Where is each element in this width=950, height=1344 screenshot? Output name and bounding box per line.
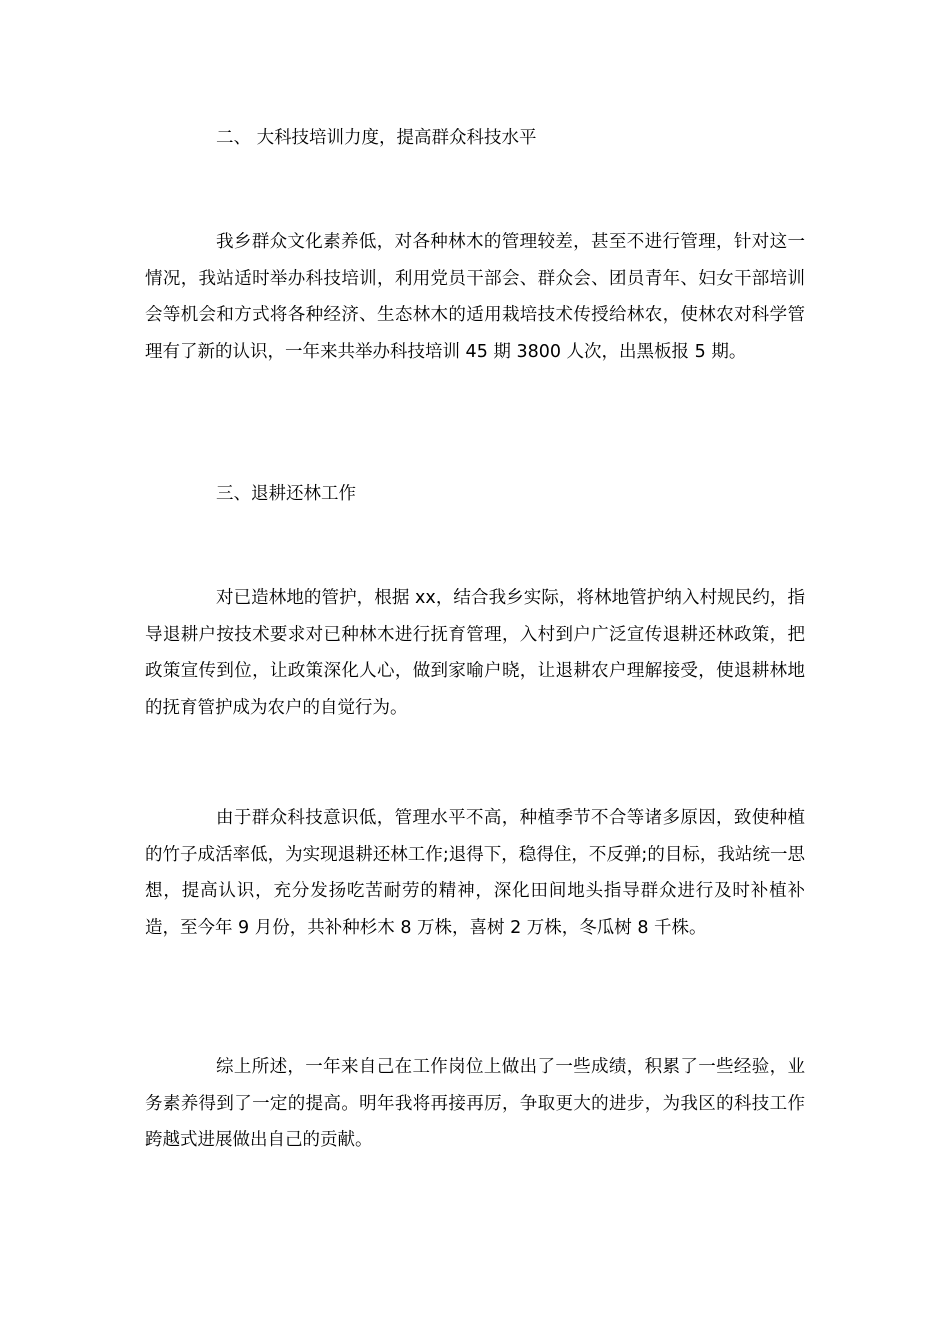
section-heading-reforestation: 三、退耕还林工作 (216, 484, 356, 504)
paragraph-conclusion: 综上所述，一年来自己在工作岗位上做出了一些成绩，积累了一些经验，业务素养得到了一定的提高。明年我将再接再厉，争取更大的进步，为我区的科技工作跨越式进展做出自己的贡献。 (145, 1057, 805, 1150)
paragraph-replanting: 由于群众科技意识低，管理水平不高，种植季节不合等诸多原因，致使种植的竹子成活率低，为实现退耕还林工作;退得下，稳得住，不反弹;的目标，我站统一思想，提高认识，充分发扬吃苦耐劳的精神，深化田间地头指导群众进行及时补植补造，至今年 9 月份，共补种杉木 8 万株，喜树 2 万株，冬瓜树 8 千株。 (145, 808, 805, 938)
paragraph-forest-protection: 对已造林地的管护，根据 xx，结合我乡实际，将林地管护纳入村规民约，指导退耕户按技术要求对已种林木进行抚育管理，入村到户广泛宣传退耕还林政策，把政策宣传到位，让政策深化人心，做到家喻户晓，让退耕农户理解接受，使退耕林地的抚育管护成为农户的自觉行为。 (145, 588, 805, 718)
paragraph-training: 我乡群众文化素养低，对各种林木的管理较差，甚至不进行管理，针对这一情况，我站适时举办科技培训，利用党员干部会、群众会、团员青年、妇女干部培训会等机会和方式将各种经济、生态林木的适用栽培技术传授给林农，使林农对科学管理有了新的认识，一年来共举办科技培训 45 期 3800 人次，出黑板报 5 期。 (145, 232, 805, 362)
section-heading-training: 二、 大科技培训力度，提高群众科技水平 (216, 128, 537, 148)
